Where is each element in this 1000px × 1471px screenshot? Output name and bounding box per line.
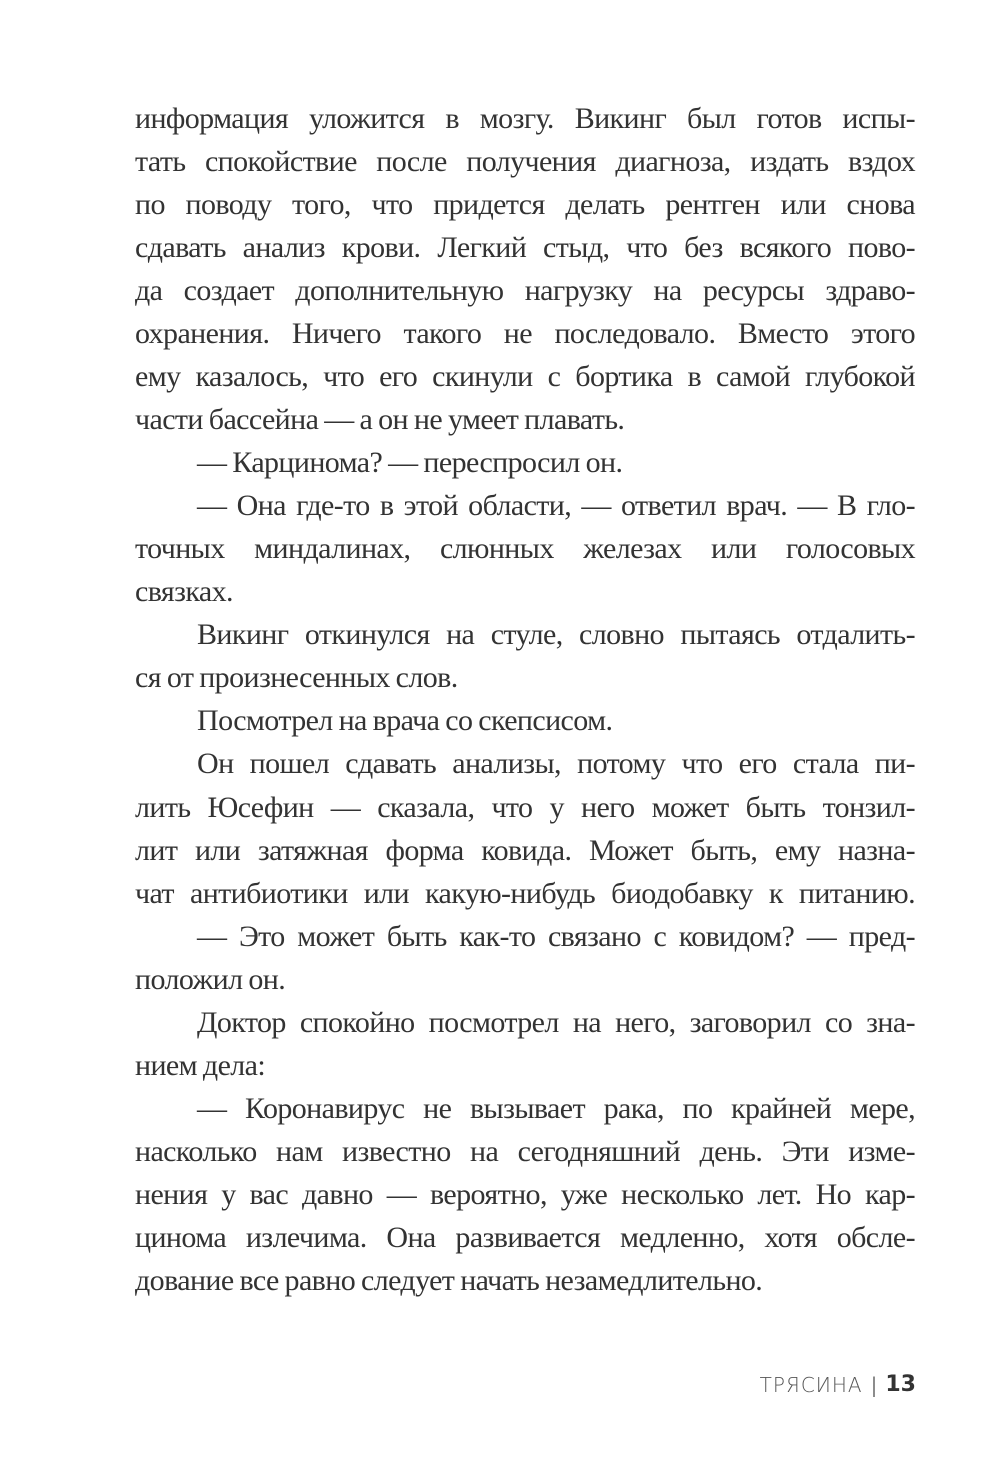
text-line: — Коронавирус не вызывает рака, по крайней мере, [197, 1091, 915, 1125]
text-line: да создает дополнительную нагрузку на ресурсы здраво- [135, 274, 915, 308]
running-title: ТРЯСИНА [759, 1372, 863, 1397]
text-line: нием дела: [135, 1048, 266, 1082]
text-line: Викинг откинулся на стуле, словно пытаясь отдалить- [197, 618, 915, 652]
text-line: информация уложится в мозгу. Викинг был готов испы- [135, 102, 915, 135]
text-line: насколько нам известно на сегодняшний день. Эти изме- [135, 1134, 915, 1168]
text-line: ему казалось, что его скинули с бортика в самой глубокой [135, 360, 915, 394]
text-line: Он пошел сдавать анализы, потому что его стала пи- [197, 747, 915, 781]
text-line: ся от произнесенных слов. [135, 661, 458, 695]
text-line: — Карцинома? — переспросил он. [197, 446, 623, 480]
text-line: — Это может быть как-то связано с ковидом? — пред- [197, 919, 915, 953]
text-line: цинома излечима. Она развивается медленно, хотя обсле- [135, 1220, 915, 1254]
text-line: чат антибиотики или какую-нибудь биодобавку к питанию. [135, 876, 915, 910]
page-footer [760, 1372, 916, 1397]
text-line: по поводу того, что придется делать рентген или снова [135, 188, 915, 222]
text-line: тать спокойствие после получения диагноза, издать вздох [135, 145, 915, 179]
text-line: связках. [135, 575, 233, 609]
text-line: лит или затяжная форма ковида. Может быть, ему назна- [135, 833, 915, 867]
text-line: Посмотрел на врача со скепсисом. [197, 704, 613, 738]
text-line: положил он. [135, 962, 286, 996]
text-line: точных миндалинах, слюнных железах или голосовых [135, 532, 915, 566]
page-number: 13 [885, 1372, 916, 1397]
text-line: лить Юсефин — сказала, что у него может быть тонзил- [135, 790, 915, 824]
text-line: сдавать анализ крови. Легкий стыд, что без всякого пово- [135, 231, 915, 265]
text-line: охранения. Ничего такого не последовало. Вместо этого [135, 317, 915, 351]
text-line: дование все равно следует начать незамедлительно. [135, 1263, 763, 1297]
footer-separator: | [870, 1372, 878, 1397]
text-line: части бассейна — а он не умеет плавать. [135, 403, 625, 437]
text-line: — Она где-то в этой области, — ответил врач. — В гло- [197, 489, 915, 523]
text-line: нения у вас давно — вероятно, уже несколько лет. Но кар- [135, 1177, 915, 1211]
body-text [135, 97, 915, 1302]
text-line: Доктор спокойно посмотрел на него, заговорил со зна- [197, 1005, 915, 1039]
